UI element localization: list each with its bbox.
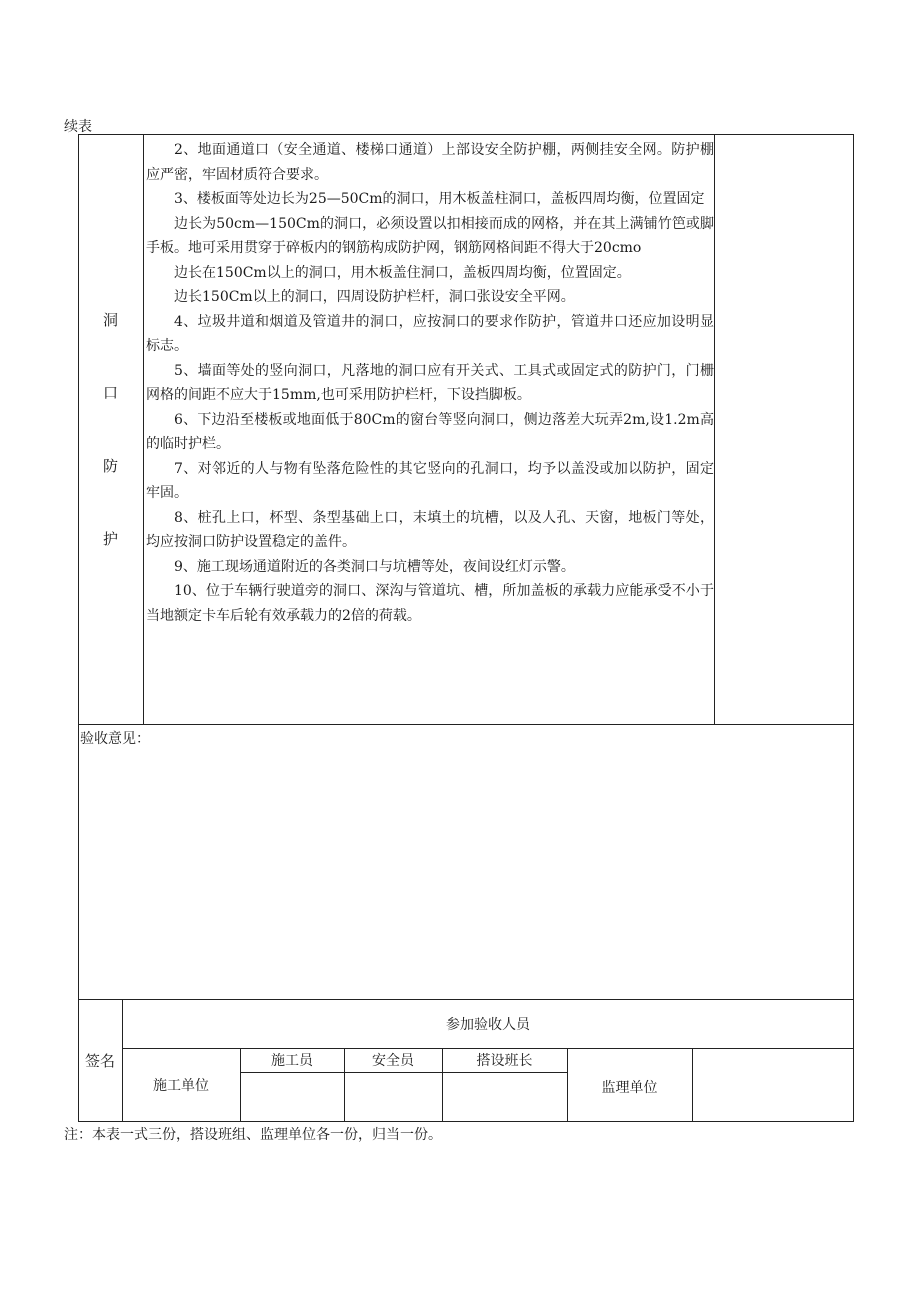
requirement-item: 4、垃圾井道和烟道及管道井的洞口，应按洞口的要求作防护，管道井口还应加设明显标志。 [146,313,714,354]
divider-remark-column [714,134,715,724]
requirement-item: 10、位于车辆行驶道旁的洞口、深沟与管道坑、槽，所加盖板的承载力应能承受不小于当地额定卡车后轮有效承载力的2倍的荷载。 [146,583,714,624]
role-header-erection-foreman: 搭设班长 [476,1053,533,1069]
footnote: 注：本表一式三份，搭设班组、监理单位各一份，归当一份。 [64,1127,442,1143]
divider-supervision-unit [692,1048,693,1121]
section-title-vertical [78,300,143,592]
section-title-char: 防 [102,457,118,475]
divider-participants-title [122,1048,854,1049]
divider-content-bottom [78,724,854,725]
role-header-safety-officer: 安全员 [372,1053,414,1069]
requirement-item: 2、地面通道口（安全通道、楼梯口通道）上部设安全防护棚，两侧挂安全网。防护棚应严密，牢固材质符合要求。 [146,142,714,183]
participants-title: 参加验收人员 [446,1017,530,1033]
requirement-item: 6、下边沿至楼板或地面低于80Cm的窗台等竖向洞口，侧边落差大玩弄2m,设1.2m高的临时护栏。 [146,411,714,452]
section-title-char: 洞 [102,311,118,329]
divider-opinion-bottom [78,999,854,1000]
requirement-item: 8、桩孔上口，杯型、条型基础上口，末填土的坑槽，以及人孔、天窗，地板门等处，均应按洞口防护设置稳定的盖件。 [146,509,714,550]
role-header-constructor: 施工员 [271,1053,313,1069]
signature-label: 签名 [84,1052,115,1070]
section-title-char: 护 [102,530,118,548]
requirement-item: 3、楼板面等处边长为25—50Cm的洞口，用木板盖柱洞口，盖板四周均衡，位置固定 [174,191,705,207]
construction-unit-label: 施工单位 [153,1078,209,1094]
requirement-item: 9、施工现场通道附近的各类洞口与坑槽等处，夜间设红灯示警。 [174,558,575,575]
requirement-item: 7、对邻近的人与物有坠落危险性的其它竖向的孔洞口，均予以盖没或加以防护，固定牢固。 [146,460,714,501]
divider-title-column [143,134,144,724]
section-title-char: 口 [102,384,118,402]
requirement-item: 边长在150Cm以上的洞口，用木板盖住洞口，盖板四周均衡，位置固定。 [174,264,631,281]
divider-role-header [240,1072,567,1073]
requirement-item: 边长为50cm—150Cm的洞口，必须设置以扣相接而成的网格，并在其上满铺竹笆或脚手板。地可采用贯穿于碎板内的钢筋构成防护网，钢筋网格间距不得大于20cmo [146,215,714,256]
requirements-list [146,138,714,628]
supervision-unit-label: 监理单位 [601,1080,658,1096]
requirement-item: 边长150Cm以上的洞口，四周设防护栏杆，洞口张设安全平网。 [174,289,575,305]
acceptance-opinion-label: 验收意见： [80,731,150,747]
continued-label: 续表 [64,119,92,135]
requirement-item: 5、墙面等处的竖向洞口，凡落地的洞口应有开关式、工具式或固定式的防护门，门栅网格的间距不应大于15mm,也可采用防护栏杆，下设挡脚板。 [146,362,714,403]
